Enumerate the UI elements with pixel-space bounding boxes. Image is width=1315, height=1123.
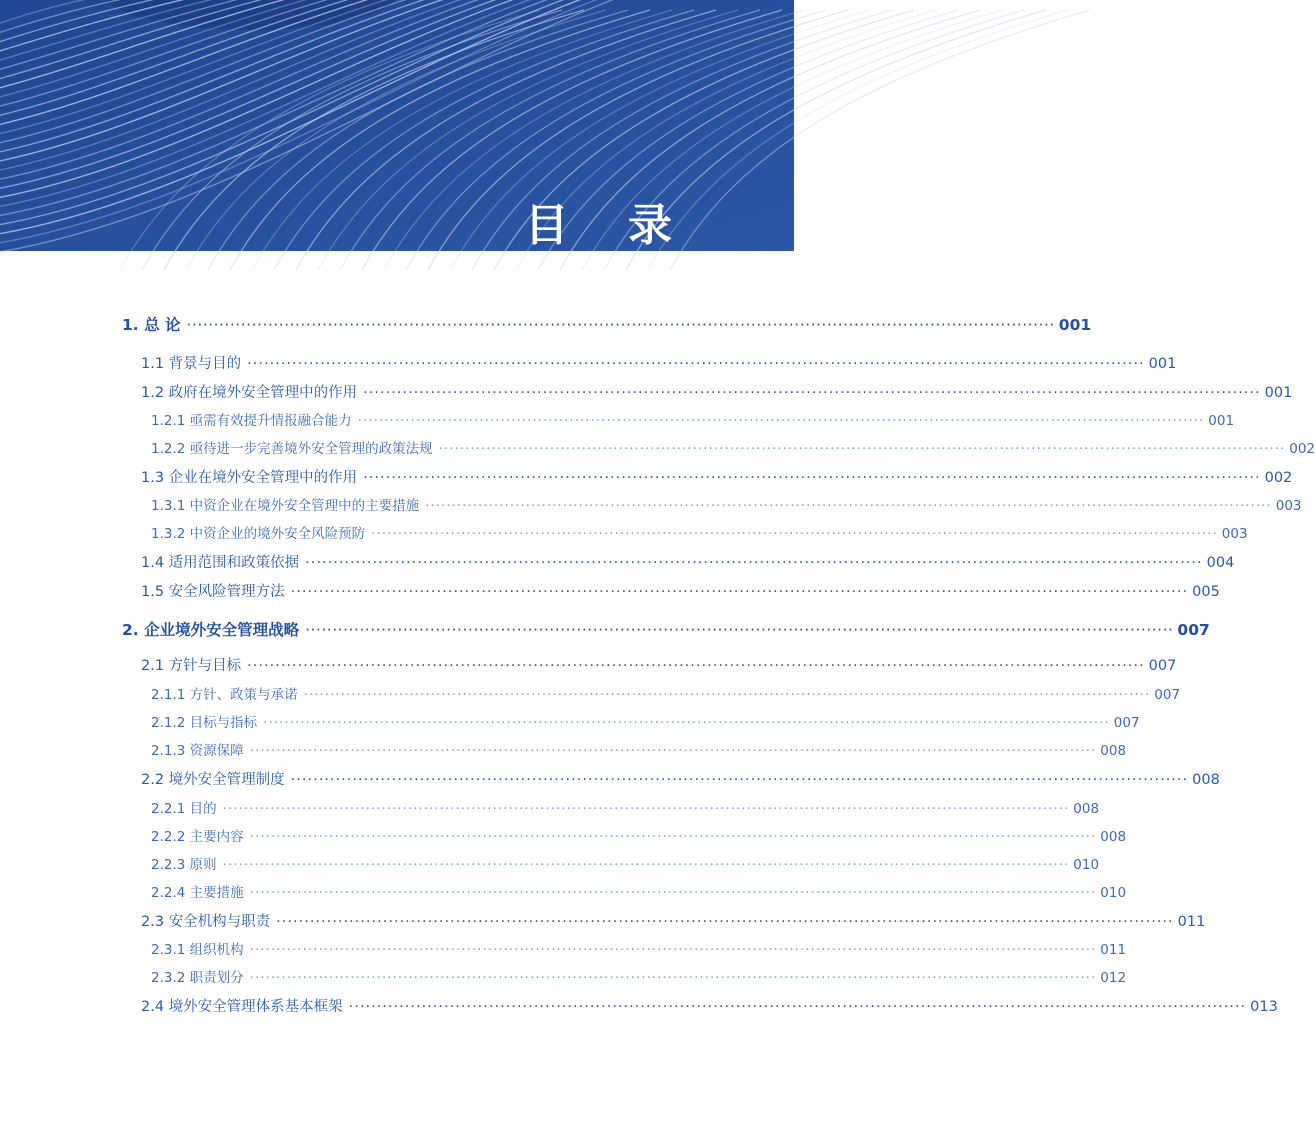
toc-entry-page-number: 007 bbox=[1177, 621, 1210, 639]
toc-entry-page-number: 008 bbox=[1100, 743, 1127, 759]
toc-entry[interactable] bbox=[151, 683, 1181, 703]
toc-entry-label: 1.2 政府在境外安全管理中的作用 bbox=[141, 385, 358, 401]
toc-entry-label: 2.1.3 资源保障 bbox=[151, 743, 244, 759]
dot-leader: ································································································································································ bbox=[263, 715, 1110, 731]
dot-leader: ································································································································································ bbox=[249, 970, 1097, 986]
dot-leader: ································································································································································ bbox=[305, 621, 1174, 639]
dot-leader: ································································································································································ bbox=[425, 498, 1272, 514]
toc-entry-label: 1.3.1 中资企业在境外安全管理中的主要措施 bbox=[151, 498, 420, 514]
toc-entry-label: 2.2.3 原则 bbox=[151, 857, 217, 873]
dot-leader: ································································································································································ bbox=[276, 914, 1174, 930]
toc-entry-page-number: 001 bbox=[1058, 316, 1092, 334]
toc-entry-page-number: 005 bbox=[1192, 584, 1220, 600]
toc-entry-page-number: 007 bbox=[1148, 658, 1177, 674]
toc-entry-page-number: 002 bbox=[1264, 470, 1293, 486]
toc-entry-label: 2.2.2 主要内容 bbox=[151, 829, 244, 845]
toc-entry-page-number: 001 bbox=[1208, 413, 1235, 429]
toc-entry[interactable] bbox=[151, 409, 1235, 429]
toc-entry[interactable] bbox=[141, 551, 1235, 572]
toc-entry-label: 2.1.2 目标与指标 bbox=[151, 715, 258, 731]
toc-entry-label: 2.2.1 目的 bbox=[151, 801, 217, 817]
toc-entry[interactable] bbox=[151, 494, 1302, 514]
toc-entry-label: 1.2.1 亟需有效提升情报融合能力 bbox=[151, 413, 352, 429]
toc-entry[interactable] bbox=[151, 881, 1127, 901]
toc-entry[interactable] bbox=[151, 966, 1127, 986]
dot-leader: ································································································································································ bbox=[348, 999, 1247, 1015]
toc-entry-page-number: 008 bbox=[1192, 772, 1220, 788]
toc-entry-label: 2. 企业境外安全管理战略 bbox=[122, 621, 300, 639]
toc-entry-page-number: 007 bbox=[1113, 715, 1140, 731]
toc-entry-label: 1. 总 论 bbox=[122, 316, 181, 334]
toc-entry-label: 1.3.2 中资企业的境外安全风险预防 bbox=[151, 526, 366, 542]
toc-entry[interactable] bbox=[151, 938, 1127, 958]
dot-leader: ································································································································································ bbox=[249, 743, 1097, 759]
dot-leader: ································································································································································ bbox=[363, 470, 1261, 486]
toc-entry-page-number: 003 bbox=[1275, 498, 1302, 514]
toc-entry-label: 2.4 境外安全管理体系基本框架 bbox=[141, 999, 343, 1015]
toc-entry[interactable] bbox=[141, 995, 1278, 1016]
dot-leader: ································································································································································ bbox=[247, 356, 1145, 372]
toc-entry-label: 1.1 背景与目的 bbox=[141, 356, 242, 372]
dot-leader: ································································································································································ bbox=[438, 441, 1286, 457]
dot-leader: ································································································································································ bbox=[222, 801, 1070, 817]
dot-leader: ································································································································································ bbox=[247, 658, 1145, 674]
toc-entry[interactable] bbox=[151, 522, 1248, 542]
toc-entry-label: 1.3 企业在境外安全管理中的作用 bbox=[141, 470, 358, 486]
dot-leader: ································································································································································ bbox=[290, 584, 1189, 600]
toc-entry[interactable] bbox=[151, 853, 1100, 873]
toc-entry-label: 2.1.1 方针、政策与承诺 bbox=[151, 687, 298, 703]
toc-entry-page-number: 013 bbox=[1250, 999, 1278, 1015]
toc-entry-page-number: 008 bbox=[1073, 801, 1100, 817]
dot-leader: ································································································································································ bbox=[290, 772, 1189, 788]
toc-entry-page-number: 003 bbox=[1221, 526, 1248, 542]
dot-leader: ································································································································································ bbox=[303, 687, 1151, 703]
toc-entry[interactable] bbox=[141, 466, 1293, 487]
toc-entry-page-number: 012 bbox=[1100, 970, 1127, 986]
toc-entry-page-number: 011 bbox=[1177, 914, 1206, 930]
toc-entry-page-number: 010 bbox=[1100, 885, 1127, 901]
dot-leader: ································································································································································ bbox=[357, 413, 1205, 429]
toc-entry[interactable] bbox=[151, 797, 1100, 817]
toc-entry-page-number: 010 bbox=[1073, 857, 1100, 873]
toc-entry[interactable] bbox=[151, 825, 1127, 845]
dot-leader: ································································································································································ bbox=[371, 526, 1218, 542]
dot-leader: ································································································································································ bbox=[249, 942, 1097, 958]
toc-entry-label: 1.2.2 亟待进一步完善境外安全管理的政策法规 bbox=[151, 441, 433, 457]
toc-entry-page-number: 001 bbox=[1148, 356, 1177, 372]
toc-entry-label: 2.1 方针与目标 bbox=[141, 658, 242, 674]
toc-entry[interactable] bbox=[141, 580, 1220, 601]
dot-leader: ································································································································································ bbox=[186, 316, 1055, 334]
toc-entry-label: 1.5 安全风险管理方法 bbox=[141, 584, 285, 600]
toc-entry[interactable] bbox=[151, 711, 1140, 731]
toc-entry[interactable] bbox=[141, 910, 1206, 931]
dot-leader: ································································································································································ bbox=[222, 857, 1070, 873]
dot-leader: ································································································································································ bbox=[363, 385, 1261, 401]
page-title: 目 录 bbox=[524, 200, 694, 251]
toc-entry[interactable] bbox=[141, 768, 1220, 789]
toc-entry[interactable] bbox=[122, 618, 1210, 640]
toc-entry-page-number: 002 bbox=[1289, 441, 1315, 457]
dot-leader: ································································································································································ bbox=[249, 829, 1097, 845]
toc-entry[interactable] bbox=[141, 352, 1177, 373]
toc-entry[interactable] bbox=[141, 654, 1177, 675]
dot-leader: ································································································································································ bbox=[305, 555, 1203, 571]
toc-entry-label: 2.3.1 组织机构 bbox=[151, 942, 244, 958]
toc-entry[interactable] bbox=[122, 313, 1092, 335]
toc-entry-page-number: 011 bbox=[1100, 942, 1127, 958]
toc-entry-label: 2.2.4 主要措施 bbox=[151, 885, 244, 901]
toc-entry[interactable] bbox=[151, 437, 1315, 457]
toc-entry-label: 2.2 境外安全管理制度 bbox=[141, 772, 285, 788]
toc-entry-label: 2.3.2 职责划分 bbox=[151, 970, 244, 986]
toc-entry-label: 1.4 适用范围和政策依据 bbox=[141, 555, 300, 571]
toc-entry[interactable] bbox=[151, 739, 1127, 759]
toc-entry[interactable] bbox=[141, 381, 1293, 402]
dot-leader: ································································································································································ bbox=[249, 885, 1097, 901]
toc-entry-page-number: 004 bbox=[1206, 555, 1235, 571]
toc-entry-label: 2.3 安全机构与职责 bbox=[141, 914, 271, 930]
toc-entry-page-number: 007 bbox=[1154, 687, 1181, 703]
toc-entry-page-number: 001 bbox=[1264, 385, 1293, 401]
toc-entry-page-number: 008 bbox=[1100, 829, 1127, 845]
